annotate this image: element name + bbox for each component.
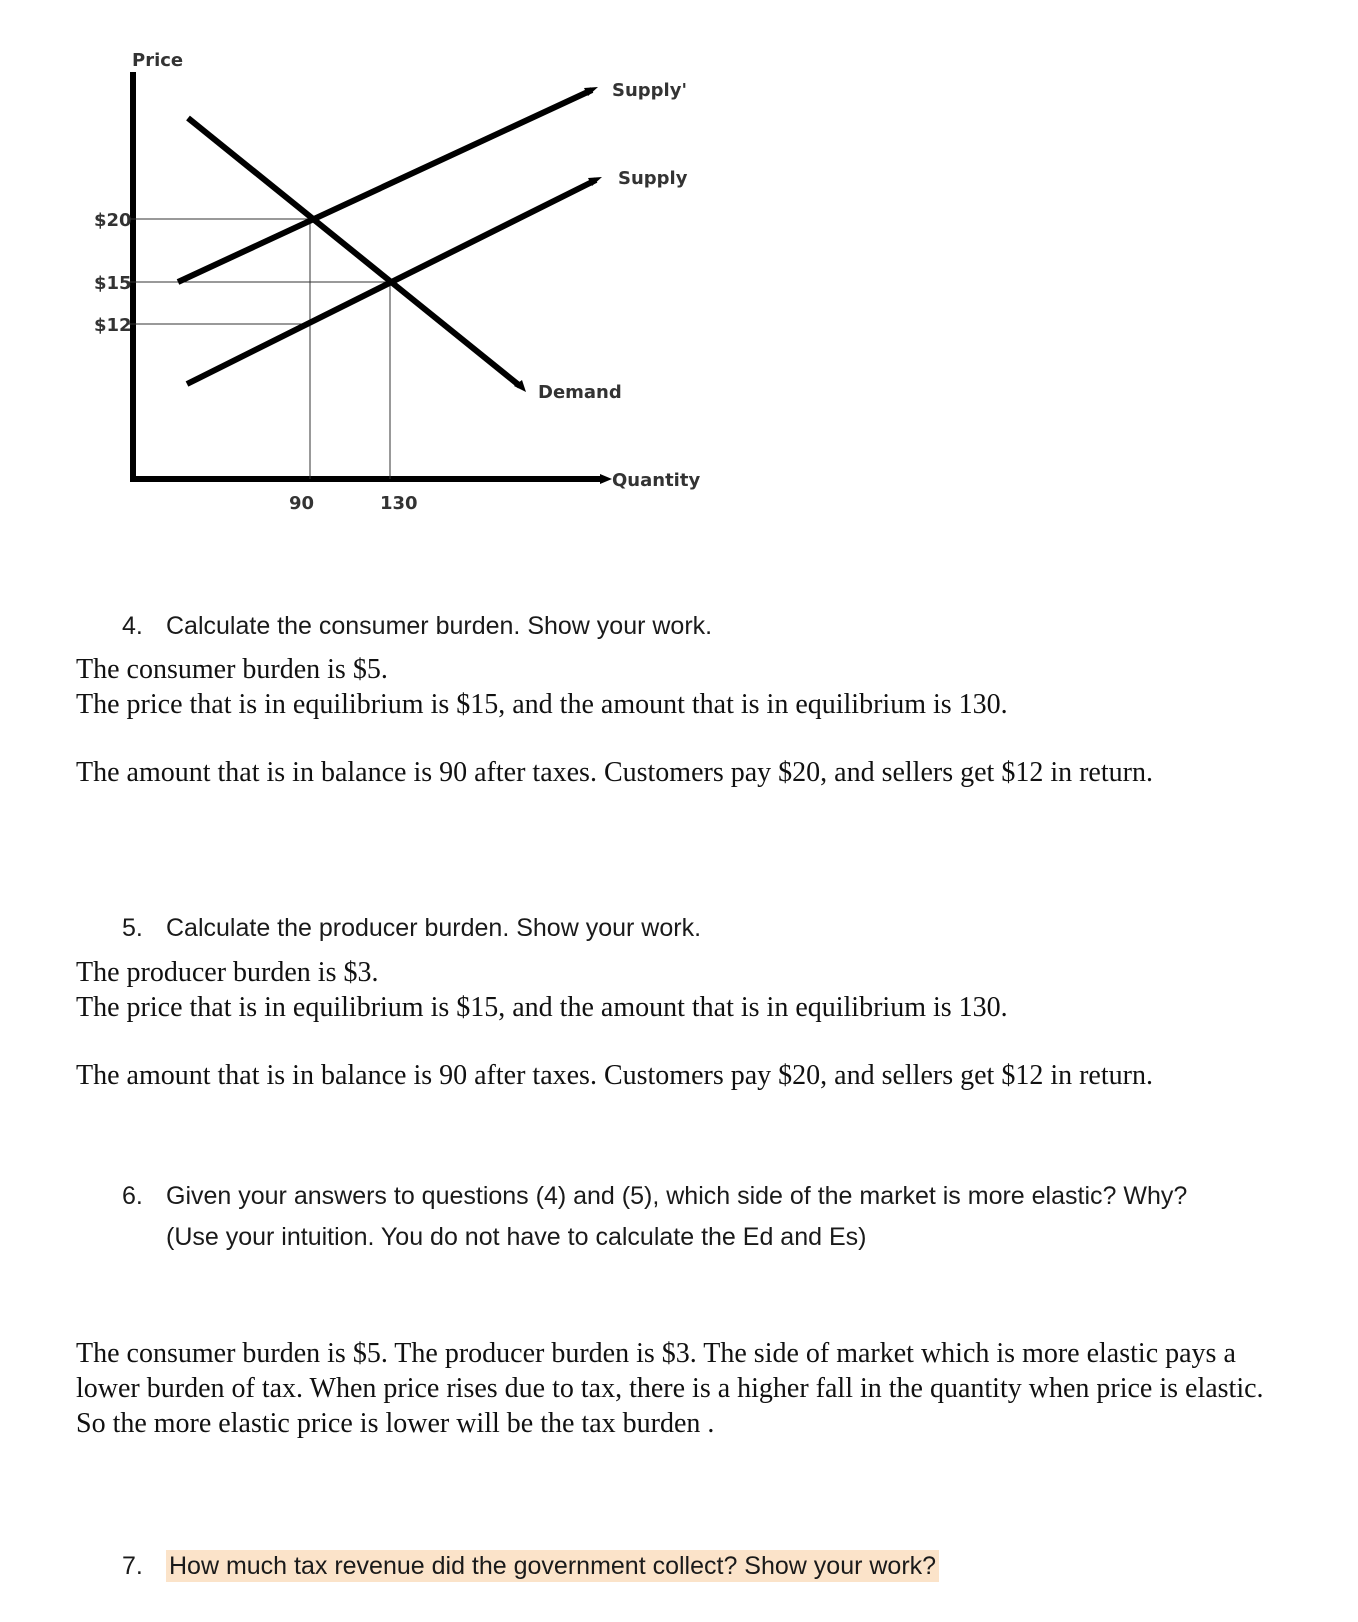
x-tick-label-130: 130 [380, 493, 418, 514]
answer-4-line-3: The amount that is in balance is 90 after taxes. Customers pay $20, and sellers get $12 in return. [76, 757, 1153, 788]
question-text: Calculate the consumer burden. Show your work. [166, 612, 713, 640]
question-text: Calculate the producer burden. Show your work. [166, 914, 702, 942]
question-5 [122, 914, 701, 943]
answer-5-line-3: The amount that is in balance is 90 after taxes. Customers pay $20, and sellers get $12 in return. [76, 1060, 1153, 1091]
answer-5-line-2: The price that is in equilibrium is $15, and the amount that is in equilibrium is 130. [76, 992, 1008, 1023]
supply-demand-graph [0, 0, 720, 540]
answer-6: The consumer burden is $5. The producer burden is $3. The side of market which is more elastic pays a lower burden of tax. When price rises due to tax, there is a higher fall in the quantity when price is elastic. So the more elastic price is lower will be the tax burden . [76, 1338, 1264, 1439]
x-axis-arrow [600, 474, 612, 484]
question-number: 7. [122, 1552, 143, 1580]
question-7 [122, 1552, 939, 1581]
y-tick-label-12: $12 [94, 315, 132, 336]
answer-4-line-1: The consumer burden is $5. [76, 654, 388, 685]
x-tick-label-90: 90 [289, 493, 315, 514]
x-axis-label: Quantity [612, 470, 701, 491]
answer-4-line-2: The price that is in equilibrium is $15, and the amount that is in equilibrium is 130. [76, 689, 1008, 720]
question-6 [122, 1176, 1222, 1258]
supply-prime-line [178, 90, 592, 282]
question-number: 4. [122, 612, 143, 640]
y-axis-label: Price [132, 50, 184, 71]
y-tick-label-20: $20 [94, 210, 132, 231]
supply-prime-label: Supply' [612, 80, 687, 101]
question-4 [122, 612, 712, 641]
supply-label: Supply [618, 168, 688, 189]
question-text: Given your answers to questions (4) and (5), which side of the market is more elastic? Why? (Use your intuition. You do not have to calculate the Ed and Es) [166, 1182, 1188, 1251]
question-number: 5. [122, 914, 143, 942]
answer-5-line-1: The producer burden is $3. [76, 957, 379, 988]
y-tick-label-15: $15 [94, 273, 132, 294]
highlighted-question-text: How much tax revenue did the government collect? Show your work? [166, 1550, 939, 1582]
demand-label: Demand [538, 382, 622, 403]
question-number: 6. [122, 1182, 143, 1210]
